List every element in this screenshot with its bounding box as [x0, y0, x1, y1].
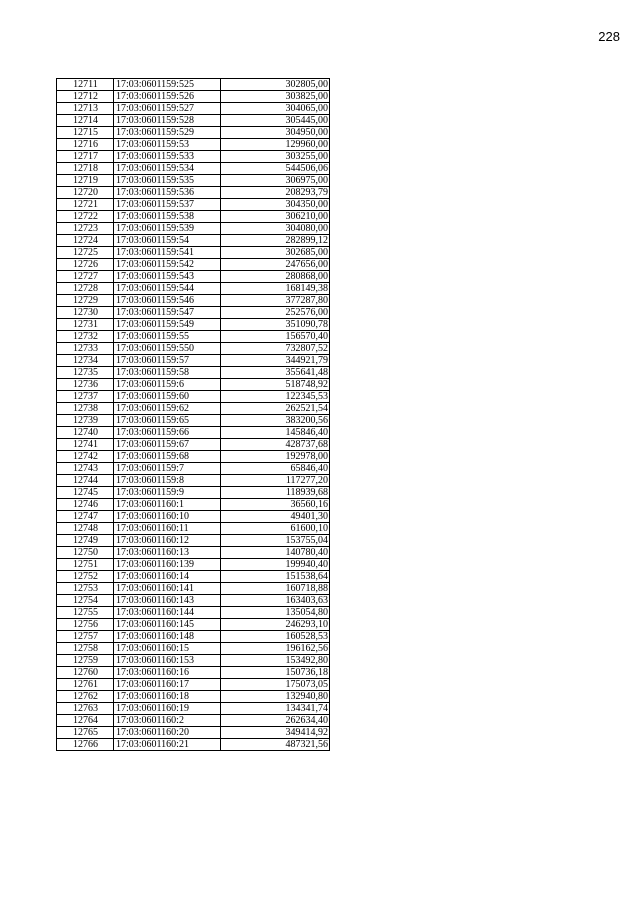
- table-row: [57, 415, 330, 427]
- cadastral-number-cell: 17:03:0601159:536: [114, 187, 221, 199]
- table-row: [57, 223, 330, 235]
- cadastral-number-cell: 17:03:0601159:6: [114, 379, 221, 391]
- table-row: [57, 715, 330, 727]
- row-id-cell: 12759: [57, 655, 114, 667]
- value-cell: 122345,53: [221, 391, 330, 403]
- value-cell: 349414,92: [221, 727, 330, 739]
- row-id-cell: 12715: [57, 127, 114, 139]
- value-cell: 160528,53: [221, 631, 330, 643]
- table-row: [57, 259, 330, 271]
- value-cell: 118939,68: [221, 487, 330, 499]
- table-row: [57, 595, 330, 607]
- value-cell: 153492,80: [221, 655, 330, 667]
- table-row: [57, 319, 330, 331]
- table-row: [57, 79, 330, 91]
- cadastral-number-cell: 17:03:0601159:535: [114, 175, 221, 187]
- value-cell: 304950,00: [221, 127, 330, 139]
- table-row: [57, 199, 330, 211]
- row-id-cell: 12725: [57, 247, 114, 259]
- row-id-cell: 12730: [57, 307, 114, 319]
- cadastral-number-cell: 17:03:0601160:18: [114, 691, 221, 703]
- value-cell: 252576,00: [221, 307, 330, 319]
- row-id-cell: 12716: [57, 139, 114, 151]
- data-table: [56, 78, 330, 751]
- cadastral-number-cell: 17:03:0601159:54: [114, 235, 221, 247]
- table-row: [57, 739, 330, 751]
- value-cell: 135054,80: [221, 607, 330, 619]
- table-row: [57, 559, 330, 571]
- cadastral-number-cell: 17:03:0601160:141: [114, 583, 221, 595]
- table-row: [57, 679, 330, 691]
- cadastral-number-cell: 17:03:0601160:12: [114, 535, 221, 547]
- table-row: [57, 727, 330, 739]
- row-id-cell: 12718: [57, 163, 114, 175]
- cadastral-number-cell: 17:03:0601159:547: [114, 307, 221, 319]
- table-row: [57, 703, 330, 715]
- cadastral-number-cell: 17:03:0601159:527: [114, 103, 221, 115]
- cadastral-number-cell: 17:03:0601160:20: [114, 727, 221, 739]
- value-cell: 262634,40: [221, 715, 330, 727]
- cadastral-number-cell: 17:03:0601159:533: [114, 151, 221, 163]
- value-cell: 192978,00: [221, 451, 330, 463]
- value-cell: 117277,20: [221, 475, 330, 487]
- table-row: [57, 91, 330, 103]
- value-cell: 306210,00: [221, 211, 330, 223]
- row-id-cell: 12743: [57, 463, 114, 475]
- cadastral-number-cell: 17:03:0601160:145: [114, 619, 221, 631]
- row-id-cell: 12720: [57, 187, 114, 199]
- row-id-cell: 12764: [57, 715, 114, 727]
- value-cell: 163403,63: [221, 595, 330, 607]
- cadastral-number-cell: 17:03:0601159:55: [114, 331, 221, 343]
- row-id-cell: 12761: [57, 679, 114, 691]
- cadastral-number-cell: 17:03:0601159:528: [114, 115, 221, 127]
- row-id-cell: 12765: [57, 727, 114, 739]
- table-row: [57, 523, 330, 535]
- table-row: [57, 127, 330, 139]
- cadastral-number-cell: 17:03:0601159:537: [114, 199, 221, 211]
- row-id-cell: 12713: [57, 103, 114, 115]
- value-cell: 160718,88: [221, 583, 330, 595]
- cadastral-number-cell: 17:03:0601160:153: [114, 655, 221, 667]
- row-id-cell: 12728: [57, 283, 114, 295]
- table-row: [57, 439, 330, 451]
- value-cell: 302805,00: [221, 79, 330, 91]
- cadastral-number-cell: 17:03:0601160:17: [114, 679, 221, 691]
- table-row: [57, 487, 330, 499]
- table-row: [57, 583, 330, 595]
- cadastral-number-cell: 17:03:0601159:60: [114, 391, 221, 403]
- cadastral-number-cell: 17:03:0601159:525: [114, 79, 221, 91]
- value-cell: 61600,10: [221, 523, 330, 535]
- cadastral-number-cell: 17:03:0601160:139: [114, 559, 221, 571]
- cadastral-number-cell: 17:03:0601159:9: [114, 487, 221, 499]
- cadastral-number-cell: 17:03:0601159:538: [114, 211, 221, 223]
- table-row: [57, 667, 330, 679]
- cadastral-number-cell: 17:03:0601160:21: [114, 739, 221, 751]
- row-id-cell: 12712: [57, 91, 114, 103]
- cadastral-number-cell: 17:03:0601159:526: [114, 91, 221, 103]
- table-row: [57, 427, 330, 439]
- table-row: [57, 271, 330, 283]
- table-row: [57, 547, 330, 559]
- cadastral-number-cell: 17:03:0601159:68: [114, 451, 221, 463]
- cadastral-number-cell: 17:03:0601159:65: [114, 415, 221, 427]
- cadastral-number-cell: 17:03:0601159:544: [114, 283, 221, 295]
- value-cell: 303825,00: [221, 91, 330, 103]
- table-row: [57, 619, 330, 631]
- table-row: [57, 355, 330, 367]
- table-row: [57, 115, 330, 127]
- value-cell: 355641,48: [221, 367, 330, 379]
- page-number: 228: [598, 29, 620, 44]
- cadastral-number-cell: 17:03:0601160:1: [114, 499, 221, 511]
- value-cell: 151538,64: [221, 571, 330, 583]
- cadastral-number-cell: 17:03:0601159:67: [114, 439, 221, 451]
- row-id-cell: 12714: [57, 115, 114, 127]
- cadastral-number-cell: 17:03:0601160:16: [114, 667, 221, 679]
- value-cell: 351090,78: [221, 319, 330, 331]
- cadastral-number-cell: 17:03:0601159:546: [114, 295, 221, 307]
- value-cell: 65846,40: [221, 463, 330, 475]
- table-row: [57, 655, 330, 667]
- value-cell: 428737,68: [221, 439, 330, 451]
- value-cell: 544506,06: [221, 163, 330, 175]
- row-id-cell: 12726: [57, 259, 114, 271]
- value-cell: 247656,00: [221, 259, 330, 271]
- table-row: [57, 511, 330, 523]
- row-id-cell: 12738: [57, 403, 114, 415]
- value-cell: 305445,00: [221, 115, 330, 127]
- cadastral-number-cell: 17:03:0601159:529: [114, 127, 221, 139]
- table-row: [57, 691, 330, 703]
- row-id-cell: 12754: [57, 595, 114, 607]
- value-cell: 487321,56: [221, 739, 330, 751]
- row-id-cell: 12737: [57, 391, 114, 403]
- table-row: [57, 499, 330, 511]
- row-id-cell: 12756: [57, 619, 114, 631]
- value-cell: 732807,52: [221, 343, 330, 355]
- value-cell: 302685,00: [221, 247, 330, 259]
- row-id-cell: 12762: [57, 691, 114, 703]
- table-row: [57, 283, 330, 295]
- table-row: [57, 607, 330, 619]
- cadastral-number-cell: 17:03:0601159:550: [114, 343, 221, 355]
- cadastral-number-cell: 17:03:0601160:19: [114, 703, 221, 715]
- table-row: [57, 367, 330, 379]
- value-cell: 383200,56: [221, 415, 330, 427]
- cadastral-number-cell: 17:03:0601159:542: [114, 259, 221, 271]
- table-row: [57, 379, 330, 391]
- cadastral-number-cell: 17:03:0601159:541: [114, 247, 221, 259]
- value-cell: 282899,12: [221, 235, 330, 247]
- value-cell: 518748,92: [221, 379, 330, 391]
- cadastral-number-cell: 17:03:0601159:57: [114, 355, 221, 367]
- value-cell: 306975,00: [221, 175, 330, 187]
- row-id-cell: 12721: [57, 199, 114, 211]
- row-id-cell: 12751: [57, 559, 114, 571]
- cadastral-number-cell: 17:03:0601159:7: [114, 463, 221, 475]
- value-cell: 150736,18: [221, 667, 330, 679]
- row-id-cell: 12763: [57, 703, 114, 715]
- row-id-cell: 12745: [57, 487, 114, 499]
- cadastral-number-cell: 17:03:0601159:58: [114, 367, 221, 379]
- table-row: [57, 451, 330, 463]
- table-row: [57, 163, 330, 175]
- cadastral-number-cell: 17:03:0601160:14: [114, 571, 221, 583]
- row-id-cell: 12755: [57, 607, 114, 619]
- table-row: [57, 571, 330, 583]
- value-cell: 199940,40: [221, 559, 330, 571]
- value-cell: 145846,40: [221, 427, 330, 439]
- row-id-cell: 12711: [57, 79, 114, 91]
- table-body: [57, 79, 330, 751]
- value-cell: 208293,79: [221, 187, 330, 199]
- row-id-cell: 12748: [57, 523, 114, 535]
- row-id-cell: 12747: [57, 511, 114, 523]
- row-id-cell: 12739: [57, 415, 114, 427]
- cadastral-number-cell: 17:03:0601160:11: [114, 523, 221, 535]
- table-row: [57, 463, 330, 475]
- cadastral-number-cell: 17:03:0601160:10: [114, 511, 221, 523]
- row-id-cell: 12729: [57, 295, 114, 307]
- row-id-cell: 12750: [57, 547, 114, 559]
- cadastral-number-cell: 17:03:0601160:143: [114, 595, 221, 607]
- table-row: [57, 331, 330, 343]
- row-id-cell: 12742: [57, 451, 114, 463]
- cadastral-number-cell: 17:03:0601160:15: [114, 643, 221, 655]
- row-id-cell: 12741: [57, 439, 114, 451]
- cadastral-number-cell: 17:03:0601159:66: [114, 427, 221, 439]
- row-id-cell: 12753: [57, 583, 114, 595]
- value-cell: 377287,80: [221, 295, 330, 307]
- table-row: [57, 535, 330, 547]
- value-cell: 280868,00: [221, 271, 330, 283]
- value-cell: 49401,30: [221, 511, 330, 523]
- value-cell: 134341,74: [221, 703, 330, 715]
- table-row: [57, 631, 330, 643]
- cadastral-number-cell: 17:03:0601159:62: [114, 403, 221, 415]
- cadastral-number-cell: 17:03:0601159:8: [114, 475, 221, 487]
- cadastral-number-cell: 17:03:0601160:2: [114, 715, 221, 727]
- table-row: [57, 403, 330, 415]
- row-id-cell: 12760: [57, 667, 114, 679]
- row-id-cell: 12731: [57, 319, 114, 331]
- value-cell: 303255,00: [221, 151, 330, 163]
- cadastral-number-cell: 17:03:0601159:53: [114, 139, 221, 151]
- row-id-cell: 12719: [57, 175, 114, 187]
- row-id-cell: 12736: [57, 379, 114, 391]
- value-cell: 36560,16: [221, 499, 330, 511]
- value-cell: 344921,79: [221, 355, 330, 367]
- table-row: [57, 295, 330, 307]
- row-id-cell: 12723: [57, 223, 114, 235]
- table-row: [57, 103, 330, 115]
- cadastral-number-cell: 17:03:0601159:543: [114, 271, 221, 283]
- table-row: [57, 343, 330, 355]
- table-row: [57, 187, 330, 199]
- row-id-cell: 12732: [57, 331, 114, 343]
- table-row: [57, 247, 330, 259]
- row-id-cell: 12735: [57, 367, 114, 379]
- row-id-cell: 12740: [57, 427, 114, 439]
- value-cell: 168149,38: [221, 283, 330, 295]
- value-cell: 246293,10: [221, 619, 330, 631]
- value-cell: 156570,40: [221, 331, 330, 343]
- table-row: [57, 307, 330, 319]
- table-row: [57, 175, 330, 187]
- cadastral-number-cell: 17:03:0601160:148: [114, 631, 221, 643]
- row-id-cell: 12752: [57, 571, 114, 583]
- value-cell: 304350,00: [221, 199, 330, 211]
- value-cell: 140780,40: [221, 547, 330, 559]
- row-id-cell: 12758: [57, 643, 114, 655]
- table-row: [57, 643, 330, 655]
- table-row: [57, 235, 330, 247]
- row-id-cell: 12734: [57, 355, 114, 367]
- row-id-cell: 12727: [57, 271, 114, 283]
- row-id-cell: 12766: [57, 739, 114, 751]
- row-id-cell: 12749: [57, 535, 114, 547]
- cadastral-number-cell: 17:03:0601159:534: [114, 163, 221, 175]
- row-id-cell: 12744: [57, 475, 114, 487]
- row-id-cell: 12724: [57, 235, 114, 247]
- value-cell: 129960,00: [221, 139, 330, 151]
- table-row: [57, 151, 330, 163]
- row-id-cell: 12757: [57, 631, 114, 643]
- value-cell: 304065,00: [221, 103, 330, 115]
- table-row: [57, 391, 330, 403]
- row-id-cell: 12746: [57, 499, 114, 511]
- table-row: [57, 475, 330, 487]
- value-cell: 304080,00: [221, 223, 330, 235]
- cadastral-number-cell: 17:03:0601160:13: [114, 547, 221, 559]
- cadastral-number-cell: 17:03:0601159:539: [114, 223, 221, 235]
- value-cell: 153755,04: [221, 535, 330, 547]
- table-row: [57, 211, 330, 223]
- table-row: [57, 139, 330, 151]
- row-id-cell: 12733: [57, 343, 114, 355]
- value-cell: 196162,56: [221, 643, 330, 655]
- value-cell: 175073,05: [221, 679, 330, 691]
- value-cell: 132940,80: [221, 691, 330, 703]
- row-id-cell: 12717: [57, 151, 114, 163]
- cadastral-number-cell: 17:03:0601159:549: [114, 319, 221, 331]
- row-id-cell: 12722: [57, 211, 114, 223]
- cadastral-number-cell: 17:03:0601160:144: [114, 607, 221, 619]
- value-cell: 262521,54: [221, 403, 330, 415]
